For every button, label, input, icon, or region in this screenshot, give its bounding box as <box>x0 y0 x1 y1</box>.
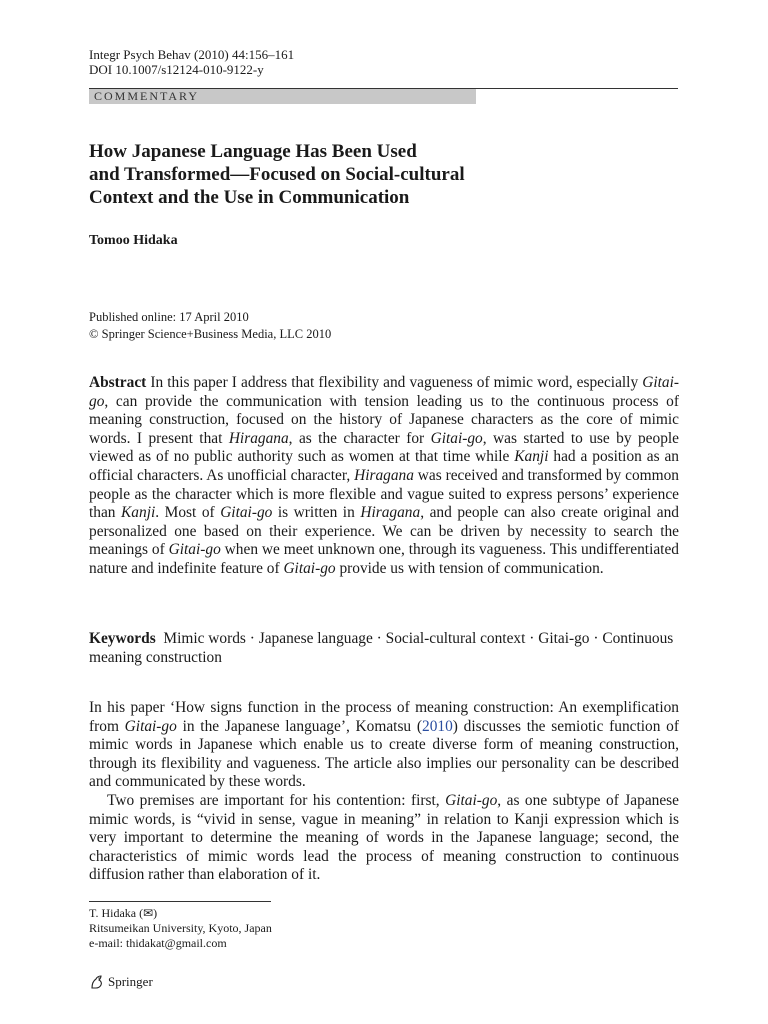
italic-term: Kanji <box>514 448 549 466</box>
body-paragraph-2 <box>89 792 679 885</box>
copyright-line: © Springer Science+Business Media, LLC 2010 <box>89 327 332 341</box>
title-line-1: How Japanese Language Has Been Used <box>89 141 417 162</box>
footnote-rule <box>89 901 271 902</box>
italic-term: Gitai-go <box>445 791 498 809</box>
italic-term: Gitai-go <box>220 504 273 522</box>
published-date: Published online: 17 April 2010 <box>89 310 249 324</box>
italic-term: Hiragana <box>354 466 414 484</box>
text-run: when we meet unknown one, through its vagueness. This undifferentiated nature and indefinite feature of <box>89 541 679 577</box>
text-run: , was started to use by people viewed as of no public authority such as women at that time while <box>89 429 679 466</box>
author-footnote <box>89 906 272 951</box>
footnote-email: e-mail: thidakat@gmail.com <box>89 936 227 950</box>
italic-term: Hiragana <box>360 504 421 522</box>
abstract-text <box>89 374 679 577</box>
text-run: had a position as an official characters. As unofficial character, <box>89 448 679 484</box>
article-title <box>89 140 689 209</box>
text-run: , as the character for <box>288 429 431 447</box>
publication-info <box>89 309 331 343</box>
text-run: ) discusses the semiotic function of mimic words in Japanese which enable us to create diverse form of meaning construction, through its flexibility and vagueness. The article also implies our personality can be described and communicated by these words. <box>89 717 680 791</box>
abstract-label: Abstract <box>89 374 147 391</box>
text-run: , can provide the communication with tension leading us to the continuous process of meaning construction, focused on the history of Japanese characters as the core of mimic words. I present that <box>89 392 679 447</box>
keywords-text: Mimic words · Japanese language · Social-cultural context · Gitai-go · Continuous meaning construction <box>89 630 678 666</box>
doi-line: DOI 10.1007/s12124-010-9122-y <box>89 62 264 77</box>
keywords <box>89 630 679 667</box>
italic-term: Gitai-go <box>168 541 221 559</box>
publisher-name: Springer <box>108 974 153 989</box>
journal-reference <box>89 47 294 77</box>
italic-term: Gitai-go <box>430 429 483 447</box>
text-run: , and people can also create original and personalized one based on their experience. We can be driven by necessity to search the meanings of <box>89 504 679 559</box>
italic-term: Gitai-go <box>124 717 177 735</box>
italic-term: Gitai-go <box>89 374 679 410</box>
publisher-mark <box>89 974 153 990</box>
text-run: Two premises are important for his contention: first, <box>107 791 446 809</box>
body-paragraph-1 <box>89 699 679 792</box>
section-label: COMMENTARY <box>94 89 200 103</box>
text-run: provide us with tension of communication. <box>335 559 604 577</box>
footnote-author: T. Hidaka (✉) <box>89 906 158 920</box>
abstract <box>89 374 679 579</box>
italic-term: Hiragana <box>228 429 289 447</box>
italic-term: Gitai-go <box>283 559 336 577</box>
italic-term: Kanji <box>121 504 156 522</box>
text-run: was received and transformed by common people as the character which is more flexible and vague suited to express persons’ experience than <box>89 466 679 522</box>
author-name: Tomoo Hidaka <box>89 233 178 248</box>
text-run: In this paper I address that flexibility and vagueness of mimic word, especially <box>146 374 643 391</box>
text-run: . Most of <box>155 504 221 522</box>
citation-link[interactable]: 2010 <box>422 717 453 735</box>
body-text <box>89 699 679 885</box>
springer-horse-icon <box>89 974 105 990</box>
text-run: , as one subtype of Japanese mimic words, is “vivid in sense, vague in meaning” in relation to Kanji expression which is very important to determine the meaning of words in the Japanese language; second, the characteristics of mimic words lead the process of meaning construction to continuous diffusion rather than elaboration of it. <box>89 791 679 884</box>
title-line-2: and Transformed—Focused on Social-cultural <box>89 164 465 185</box>
keywords-label: Keywords <box>89 630 156 647</box>
footnote-affiliation: Ritsumeikan University, Kyoto, Japan <box>89 921 272 935</box>
text-run: is written in <box>272 504 361 522</box>
text-run: In his paper ‘How signs function in the process of meaning construction: An exemplification from <box>89 699 679 735</box>
journal-line: Integr Psych Behav (2010) 44:156–161 <box>89 47 295 62</box>
text-run: in the Japanese language’, Komatsu ( <box>176 717 423 735</box>
title-line-3: Context and the Use in Communication <box>89 187 410 208</box>
